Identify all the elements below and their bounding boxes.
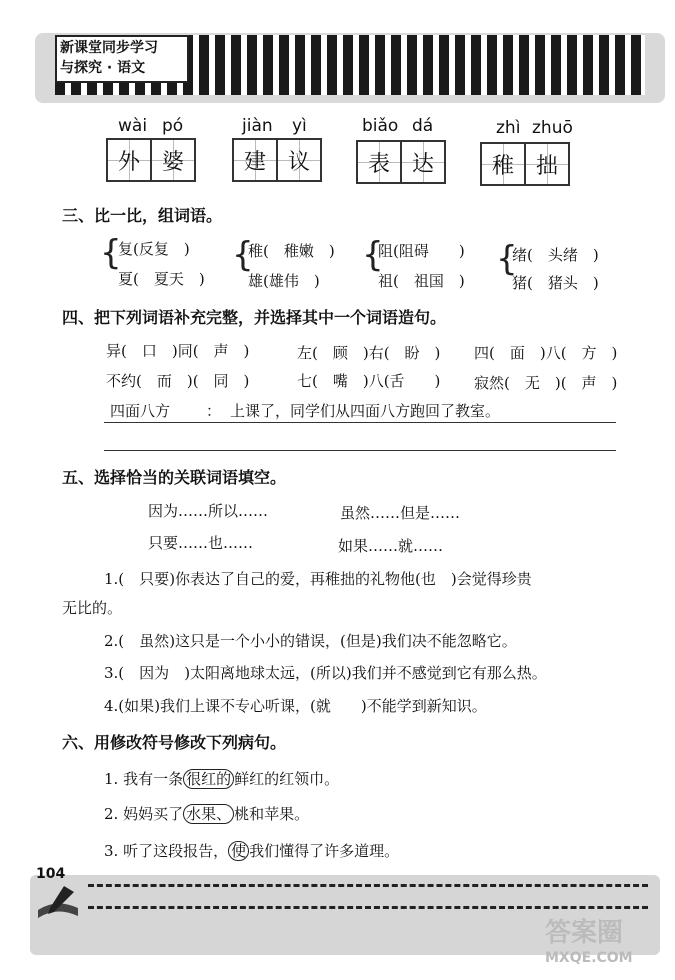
- char-box: 表: [356, 140, 402, 184]
- word-compare: 祖( 祖国 ): [378, 272, 465, 290]
- answer-fill: 因为: [139, 664, 170, 682]
- char-box: 建: [232, 138, 278, 182]
- pinyin: zhuō: [532, 118, 573, 138]
- pinyin: biǎo: [362, 116, 399, 136]
- answer-fill: 就: [315, 697, 331, 715]
- answer-fill: 只要: [139, 570, 170, 588]
- conjunction-option: 因为……所以……: [148, 502, 269, 520]
- word-compare: 夏( 夏天 ): [118, 270, 205, 288]
- brace: {: [100, 233, 122, 273]
- pinyin: yì: [292, 116, 307, 136]
- footer-dash: [88, 884, 648, 887]
- pinyin: zhì: [496, 118, 521, 138]
- deletion-mark: 使: [228, 841, 249, 861]
- answer-fill: 所以: [315, 664, 346, 682]
- question-4: 4.(如果)我们上课不专心听课，(就 )不能学到新知识。: [104, 697, 487, 715]
- chosen-idiom: 四面八方: [110, 402, 171, 420]
- pinyin: wài: [118, 116, 148, 136]
- brace: {: [362, 235, 384, 275]
- char-box: 婆: [150, 138, 196, 182]
- word-compare: 复(反复 ): [118, 240, 190, 258]
- footer-dash: [88, 906, 648, 909]
- sick-sentence-3: 3. 听了这段报告， 使 我们懂得了许多道理。: [104, 842, 400, 860]
- char-box: 达: [400, 140, 446, 184]
- section-3-title: 三、比一比，组词语。: [62, 206, 223, 225]
- watermark-url: MXQE.COM: [545, 950, 633, 966]
- question-1-cont: 无比的。: [62, 599, 123, 617]
- question-2: 2.( 虽然)这只是一个小小的错误，(但是)我们决不能忽略它。: [104, 632, 517, 650]
- word-compare: 绪( 头绪 ): [512, 246, 599, 264]
- question-1: 1.( 只要)你表达了自己的爱，再稚拙的礼物他(也 )会觉得珍贵: [104, 570, 532, 588]
- answer-fill: 但是: [345, 632, 376, 650]
- question-3: 3.( 因为 )太阳离地球太远，(所以)我们并不感觉到它有那么热。: [104, 664, 547, 682]
- section-4-title: 四、把下列词语补充完整，并选择其中一个词语造句。: [62, 308, 447, 327]
- word-compare: 雄(雄伟 ): [248, 272, 320, 290]
- conjunction-option: 只要……也……: [148, 534, 254, 552]
- deletion-mark: 很红的: [183, 769, 234, 789]
- answer-fill: 如果: [124, 697, 155, 715]
- char-box: 拙: [524, 142, 570, 186]
- sick-sentence-1: 1. 我有一条 很红的 鲜红的红领巾。: [104, 770, 340, 788]
- idiom-item: 左( 顾 )右( 盼 ): [297, 344, 441, 362]
- char-box: 稚: [480, 142, 526, 186]
- watermark-logo: 答案圈: [545, 918, 624, 948]
- pinyin: jiàn: [242, 116, 273, 136]
- deletion-mark: 水果、: [183, 804, 234, 824]
- idiom-item: 寂然( 无 )( 声 ): [474, 374, 618, 392]
- answer-fill: 虽然: [139, 632, 170, 650]
- answer-line: [104, 450, 616, 451]
- section-5-title: 五、选择恰当的关联词语填空。: [62, 468, 287, 487]
- pinyin: pó: [162, 116, 184, 136]
- conjunction-option: 如果……就……: [338, 537, 444, 555]
- book-icon: [34, 882, 86, 922]
- char-box: 议: [276, 138, 322, 182]
- char-box: 外: [106, 138, 152, 182]
- page-number: 104: [36, 866, 66, 882]
- idiom-item: 七( 嘴 )八(舌 ): [297, 372, 441, 390]
- idiom-item: 不约( 而 )( 同 ): [106, 372, 250, 390]
- answer-line: [104, 422, 616, 423]
- example-sentence: 上课了，同学们从四面八方跑回了教室。: [230, 402, 501, 420]
- brace: {: [496, 239, 518, 279]
- section-6-title: 六、用修改符号修改下列病句。: [62, 733, 287, 752]
- header-title-line2: 与探究 · 语文: [60, 60, 146, 76]
- pinyin: dá: [412, 116, 434, 136]
- word-compare: 稚( 稚嫩 ): [248, 242, 335, 260]
- word-compare: 猪( 猪头 ): [512, 274, 599, 292]
- header-title-line1: 新课堂同步学习: [60, 40, 158, 56]
- colon: ：: [206, 402, 222, 420]
- brace: {: [232, 235, 254, 275]
- word-compare: 阻(阻碍 ): [378, 242, 465, 260]
- conjunction-option: 虽然……但是……: [340, 504, 461, 522]
- idiom-item: 异( 口 )同( 声 ): [106, 342, 250, 360]
- answer-fill: 也: [420, 570, 436, 588]
- sick-sentence-2: 2. 妈妈买了 水果、 桃和苹果。: [104, 805, 310, 823]
- idiom-item: 四( 面 )八( 方 ): [474, 344, 618, 362]
